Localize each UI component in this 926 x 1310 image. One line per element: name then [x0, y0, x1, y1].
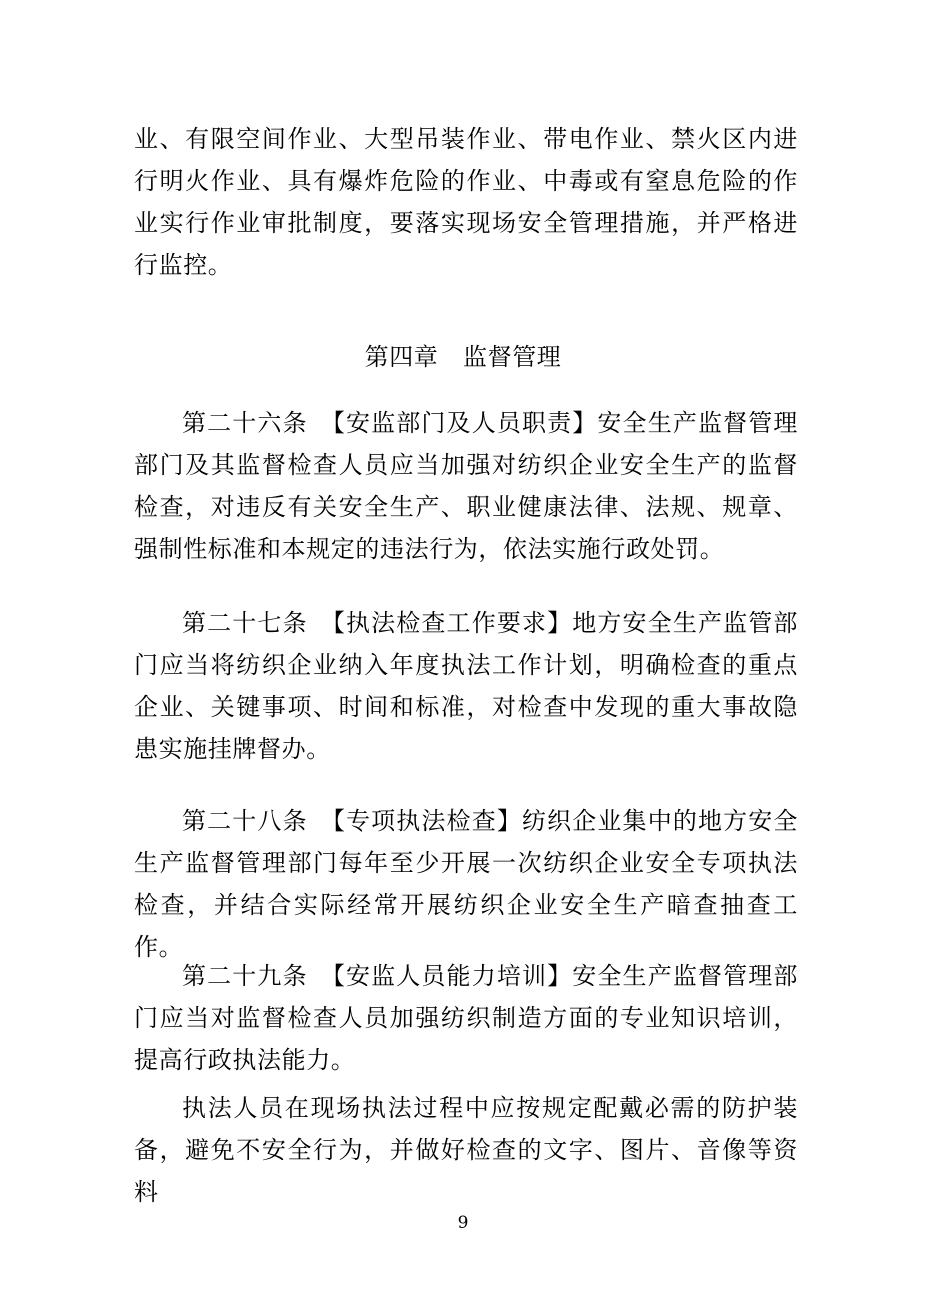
article-29-paragraph-2: 执法人员在现场执法过程中应按规定配戴必需的防护装备，避免不安全行为，并做好检查的文字、图片、音像等资料: [134, 1094, 798, 1206]
article-28-heading: 第二十八条 【专项执法检查】: [182, 807, 522, 835]
page-number: 9: [457, 1213, 469, 1233]
article-29-heading: 第二十九条 【安监人员能力培训】: [182, 962, 573, 990]
chapter-title: 第四章 监督管理: [364, 343, 562, 371]
article-29-text: 安全生产监督管理部门应当对监督检查人员加强纺织制造方面的专业知识培训，提高行政执法能力。: [134, 962, 798, 1074]
continuation-paragraph: 业、有限空间作业、大型吊装作业、带电作业、禁火区内进行明火作业、具有爆炸危险的作业、中毒或有窒息危险的作业实行作业审批制度，要落实现场安全管理措施，并严格进行监控。: [134, 125, 798, 279]
article-26-heading: 第二十六条 【安监部门及人员职责】: [182, 409, 598, 437]
article-27-heading: 第二十七条 【执法检查工作要求】: [182, 609, 573, 637]
article-26: [134, 402, 798, 570]
article-26-text: 安全生产监督管理部门及其监督检查人员应当加强对纺织企业安全生产的监督检查，对违反有关安全生产、职业健康法律、法规、规章、强制性标准和本规定的违法行为，依法实施行政处罚。: [134, 409, 798, 563]
article-27-text: 地方安全生产监管部门应当将纺织企业纳入年度执法工作计划，明确检查的重点企业、关键事项、时间和标准，对检查中发现的重大事故隐患实施挂牌督办。: [134, 609, 798, 763]
article-28: [134, 800, 798, 968]
article-29: [134, 955, 798, 1081]
article-28-text: 纺织企业集中的地方安全生产监督管理部门每年至少开展一次纺织企业安全专项执法检查，并结合实际经常开展纺织企业安全生产暗查抽查工作。: [134, 807, 798, 961]
article-27: [134, 602, 798, 770]
